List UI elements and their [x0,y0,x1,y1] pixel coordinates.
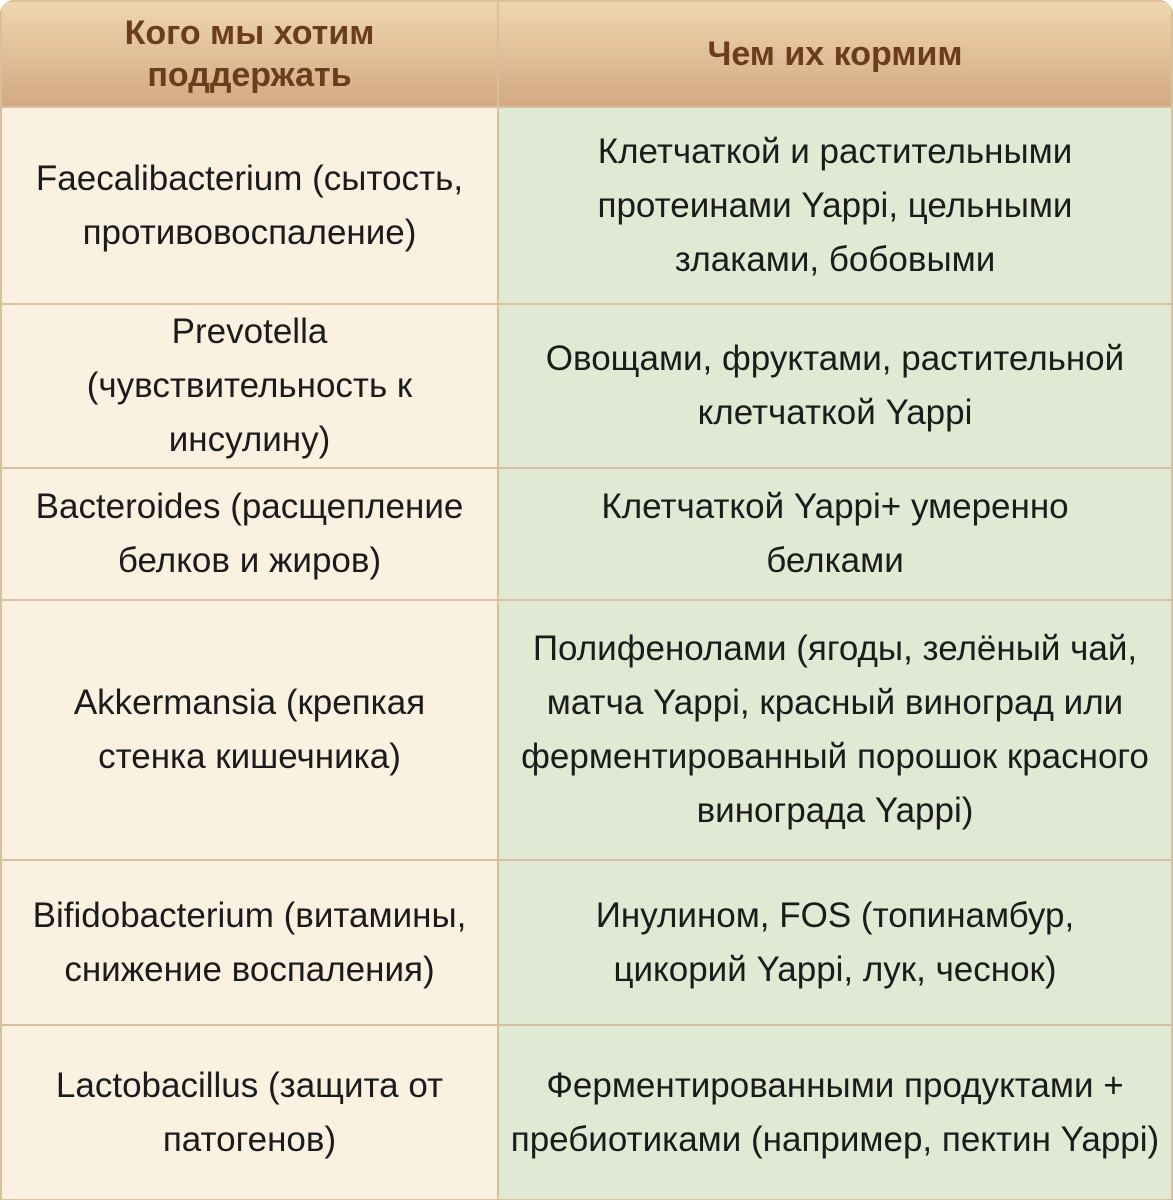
food-cell: Инулином, FOS (топинамбур, цикорий Yappi, лук, чеснок) [498,860,1172,1025]
header-bacteria: Кого мы хотим поддержать [1,1,498,107]
header-food: Чем их кормим [498,1,1172,107]
food-cell: Полифенолами (ягоды, зелёный чай, матча Yappi, красный виноград или ферментированный порошок красного винограда Yappi) [498,600,1172,860]
food-cell: Клетчаткой и растительными протеинами Yappi, цельными злаками, бобовыми [498,107,1172,304]
bacteria-cell: Akkermansia (крепкая стенка кишечника) [1,600,498,860]
bacteria-cell: Bacteroides (расщепление белков и жиров) [1,468,498,600]
table-row [1,1025,1172,1200]
table-row [1,107,1172,304]
food-cell: Ферментированными продуктами + пребиотиками (например, пектин Yappi) [498,1025,1172,1200]
table-header-row [1,1,1172,107]
bacteria-cell: Prevotella (чувствительность к инсулину) [1,304,498,468]
bacteria-cell: Bifidobacterium (витамины, снижение воспаления) [1,860,498,1025]
table-row [1,304,1172,468]
table-row [1,860,1172,1025]
bacteria-cell: Lactobacillus (защита от патогенов) [1,1025,498,1200]
food-cell: Овощами, фруктами, растительной клетчаткой Yappi [498,304,1172,468]
bacteria-cell: Faecalibacterium (сытость, противовоспаление) [1,107,498,304]
table-row [1,600,1172,860]
food-cell: Клетчаткой Yappi+ умеренно белками [498,468,1172,600]
table-row [1,468,1172,600]
